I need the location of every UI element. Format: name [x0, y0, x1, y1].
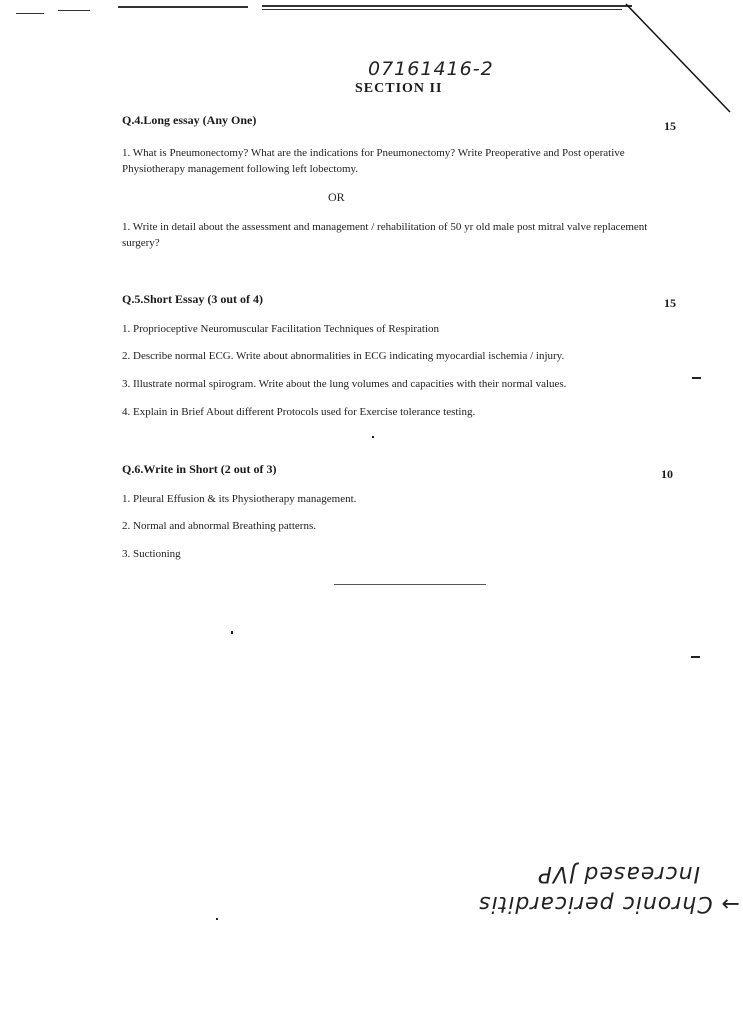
q4-item-1: 1. What is Pneumonectomy? What are the indications for Pneumonectomy? Write Preoperative and Post operative Physiotherapy management following left lobectomy.: [122, 147, 625, 175]
q4-marks: 15: [664, 119, 676, 133]
scan-speck: [692, 377, 701, 379]
q4-item-2: 1. Write in detail about the assessment and management / rehabilitation of 50 yr old male post mitral valve replacement surgery?: [122, 221, 648, 249]
q6-item-1: 1. Pleural Effusion & its Physiotherapy management.: [122, 493, 357, 505]
q5-item-2: 2. Describe normal ECG. Write about abnormalities in ECG indicating myocardial ischemia / injury.: [122, 350, 565, 362]
q6-marks: 10: [661, 467, 673, 481]
exam-code-handwritten: 07161416-2: [368, 58, 494, 80]
q5-marks: 15: [664, 296, 676, 310]
end-divider: [334, 584, 486, 585]
q6-heading: Q.6.Write in Short (2 out of 3): [122, 462, 277, 476]
handwritten-note-upside-down: [470, 858, 740, 918]
q6-item-2: 2. Normal and abnormal Breathing patterns.: [122, 520, 316, 532]
q4-or: OR: [328, 190, 345, 204]
q6-item-3: 3. Suctioning: [122, 548, 181, 560]
q5-item-3: 3. Illustrate normal spirogram. Write about the lung volumes and capacities with their normal values.: [122, 378, 567, 390]
q5-item-4: 4. Explain in Brief About different Protocols used for Exercise tolerance testing.: [122, 406, 476, 418]
top-scan-line-mid: [118, 6, 248, 8]
scan-speck: [691, 656, 700, 658]
top-scan-line-right: [262, 9, 622, 10]
q5-item-1: 1. Proprioceptive Neuromuscular Facilitation Techniques of Respiration: [122, 323, 440, 335]
corner-diagonal-line: [620, 0, 743, 120]
scan-speck: [216, 918, 218, 920]
handwritten-note-line-2: Increased JVP: [537, 861, 700, 886]
section-title: SECTION II: [355, 81, 443, 96]
top-scan-line-right-2: [262, 5, 632, 7]
q4-heading: Q.4.Long essay (Any One): [122, 113, 257, 127]
q5-heading: Q.5.Short Essay (3 out of 4): [122, 292, 264, 306]
scan-speck: [372, 436, 374, 438]
top-scan-line-short: [58, 10, 90, 11]
scan-speck: [231, 631, 233, 634]
top-scan-line-left: [16, 13, 44, 14]
handwritten-note-line-1: → Chronic pericarditis: [478, 891, 740, 916]
